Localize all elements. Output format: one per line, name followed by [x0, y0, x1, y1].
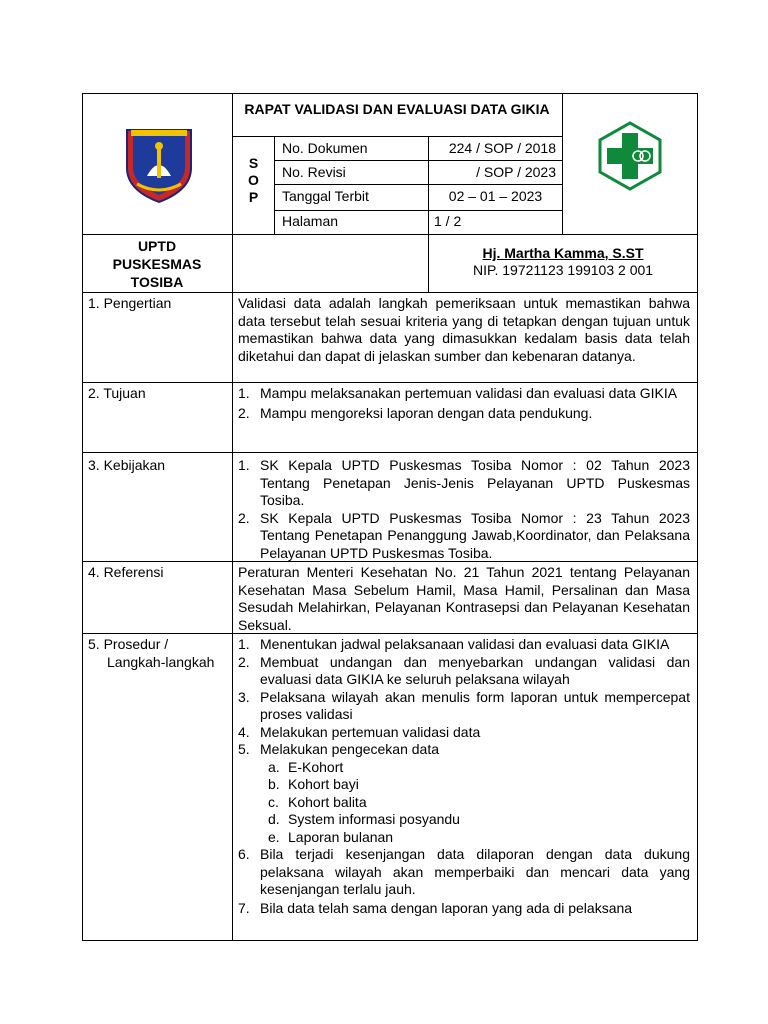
section-label-langkah: Langkah-langkah — [107, 654, 215, 670]
section-label-referensi: 4. Referensi — [88, 564, 164, 580]
meta-label-tanggal-terbit: Tanggal Terbit — [282, 188, 369, 204]
pengertian-text: Validasi data adalah langkah pemeriksaan untuk memastikan bahwa data tersebut telah sesuai kriteria yang di tetapkan dengan tujuan untuk memastikan bahwa data yang dimasukkan kedalam basis data telah diketahui dan dapat di jelaskan sumber dan kebenaran datanya. — [238, 295, 690, 364]
referensi-text: Peraturan Menteri Kesehatan No. 21 Tahun 2021 tentang Pelayanan Kesehatan Masa Sebelum Hamil, Masa Hamil, Persalinan dan Masa Sesudah Melahirkan, Pelayanan Kontrasepsi dan Pelayanan Kesehatan Seksual. — [238, 564, 690, 633]
sublist-item: a. E-Kohort — [268, 758, 344, 775]
section-label-prosedur: 5. Prosedur / — [88, 636, 169, 652]
document-title: RAPAT VALIDASI DAN EVALUASI DATA GIKIA — [244, 101, 550, 117]
list-item: 2. SK Kepala UPTD Puskesmas Tosiba Nomor : 23 Tahun 2023 Tentang Penetapan Penanggung Jawab,Koordinator, dan Pelaksana Pelayanan UPTD Puskesmas Tosiba. — [238, 509, 690, 561]
meta-value-no-revisi: / SOP / 2023 — [476, 164, 556, 180]
section-label-pengertian: 1. Pengertian — [88, 295, 172, 311]
meta-value-halaman: 1 / 2 — [434, 213, 462, 229]
list-item: 1. SK Kepala UPTD Puskesmas Tosiba Nomor : 02 Tahun 2023 Tentang Penetapan Jenis-Jenis Pelayanan UPTD Puskesmas Tosiba. — [238, 457, 690, 508]
list-item: 6. Bila terjadi kesenjangan data dilaporan dengan data dukung pelaksana wilayah akan memperbaiki dan mencari data yang kesenjangan terlalu jauh. — [238, 846, 690, 897]
meta-label-no-dokumen: No. Dokumen — [282, 140, 368, 156]
list-item: 2. Mampu mengoreksi laporan dengan data pendukung. — [238, 404, 593, 421]
section-label-kebijakan: 3. Kebijakan — [88, 457, 166, 473]
meta-value-tanggal-terbit: 02 – 01 – 2023 — [448, 188, 543, 204]
list-item: 7. Bila data telah sama dengan laporan yang ada di pelaksana — [238, 899, 633, 916]
section-label-cell-5 — [82, 633, 233, 941]
sublist-item: c. Kohort balita — [268, 793, 367, 810]
meta-label-no-revisi: No. Revisi — [282, 164, 346, 180]
prosedur-list — [238, 636, 690, 917]
sublist-item: d. System informasi posyandu — [268, 811, 460, 827]
list-item: 4. Melakukan pertemuan validasi data — [238, 723, 481, 740]
list-item: 1. Menentukan jadwal pelaksanaan validasi dan evaluasi data GIKIA — [238, 636, 670, 652]
meta-label-halaman: Halaman — [282, 213, 339, 229]
signer-name: Hj. Martha Kamma, S.ST — [482, 245, 644, 261]
sop-letter-p: P — [248, 189, 259, 205]
list-item: 5. Melakukan pengecekan data a. E-Kohort b. Kohort bayi c. Kohort balita d. System informasi posyandu e. Laporan bulanan — [238, 741, 690, 846]
section-label-tujuan: 2. Tujuan — [88, 385, 146, 401]
tujuan-list — [238, 385, 690, 422]
empty-cell — [232, 234, 429, 293]
sop-letter-o: O — [248, 172, 259, 188]
cek-data-sublist — [238, 759, 690, 847]
signer-nip: NIP. 19721123 199103 2 001 — [472, 262, 654, 278]
org-name: UPTD PUSKESMAS TOSIBA — [112, 238, 202, 290]
sublist-item: e. Laporan bulanan — [268, 828, 394, 845]
logo-cell — [82, 93, 233, 235]
list-item: 3. Pelaksana wilayah akan menulis form laporan untuk mempercepat proses validasi — [238, 688, 690, 722]
puskesmas-logo-icon — [598, 121, 662, 191]
meta-value-no-dokumen: 224 / SOP / 2018 — [448, 140, 556, 156]
sop-document — [82, 93, 698, 941]
list-item: 1. Mampu melaksanakan pertemuan validasi dan evaluasi data GIKIA — [238, 385, 678, 401]
regency-emblem-icon — [119, 124, 199, 204]
kebijakan-list — [238, 457, 690, 562]
list-item: 2. Membuat undangan dan menyebarkan undangan validasi dan evaluasi data GIKIA ke seluruh pelaksana wilayah — [238, 653, 690, 687]
sublist-item: b. Kohort bayi — [268, 776, 359, 792]
sop-letter-s: S — [248, 155, 259, 171]
puskesmas-logo-cell — [562, 93, 698, 235]
